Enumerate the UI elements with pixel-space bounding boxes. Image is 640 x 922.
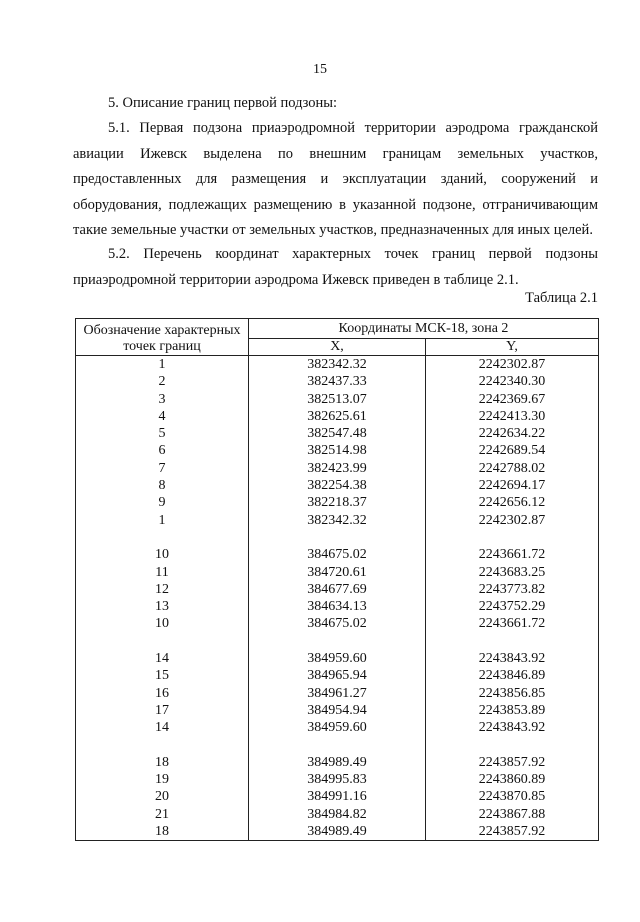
x-value-cell: 384675.02 [307,616,367,632]
x-value-cell: 382423.99 [307,460,367,476]
x-value-cell: 382437.33 [307,374,367,390]
point-id-cell: 13 [155,599,169,615]
y-value-cell: 2243752.29 [478,599,546,615]
x-column [249,356,426,841]
group-gap [76,633,248,650]
x-value-cell: 382513.07 [307,391,367,407]
y-value-cell: 2242694.17 [478,478,546,494]
point-designation-header: Обозначение характерных точек границ [76,319,249,356]
x-value-cell: 384995.83 [307,772,367,788]
x-value-cell: 384675.02 [307,547,367,563]
y-value-cell: 2243867.88 [478,806,546,822]
point-id-cell: 3 [158,391,166,407]
y-value-cell: 2242413.30 [478,408,546,424]
x-value-cell: 382514.98 [307,443,367,459]
point-id-cell: 11 [155,564,169,580]
point-id-cell: 15 [155,668,169,684]
x-value-cell: 382342.32 [307,357,367,372]
x-value-cell: 384989.49 [307,824,367,840]
y-value-cell: 2242634.22 [478,426,546,442]
table-caption: Таблица 2.1 [525,290,598,306]
point-id-cell: 8 [158,478,166,494]
point-id-cell: 19 [155,772,169,788]
x-column-header: X, [249,338,426,355]
point-id-cell: 6 [158,443,166,459]
y-value-cell: 2243870.85 [478,789,546,805]
group-gap [426,633,598,650]
x-value-cell: 384677.69 [307,581,367,597]
point-id-cell: 7 [158,460,166,476]
y-value-cell: 2242369.67 [478,391,546,407]
y-value-cell: 2243683.25 [478,564,546,580]
x-value-cell: 384634.13 [307,599,367,615]
y-value-cell: 2243843.92 [478,651,546,667]
y-value-cell: 2243843.92 [478,720,546,736]
group-gap [426,737,598,754]
group-gap [249,529,425,546]
paragraph-5-2 [73,242,598,293]
group-gap [76,737,248,754]
y-column-header: Y, [426,338,599,355]
point-id-cell: 20 [155,789,169,805]
x-value-cell: 384959.60 [307,720,367,736]
point-id-cell: 5 [158,426,166,442]
point-id-cell: 9 [158,495,166,511]
y-value-cell: 2243773.82 [478,581,546,597]
x-value-cell: 384720.61 [307,564,367,580]
coordinates-table [75,318,599,841]
y-value-cell: 2242302.87 [478,512,546,528]
points-column [76,356,249,841]
group-gap [249,737,425,754]
point-id-cell: 14 [155,720,169,736]
point-id-cell: 4 [158,408,166,424]
paragraph-5-2-text: 5.2. Перечень координат характерных точек границ первой подзоны приаэродромной территории аэродрома Ижевск приведен в таблице 2.1. [73,246,598,288]
y-value-cell: 2243661.72 [478,547,546,563]
x-value-cell: 384954.94 [307,702,367,718]
y-value-cell: 2242340.30 [478,374,546,390]
y-value-cell: 2243860.89 [478,772,546,788]
x-value-cell: 382625.61 [307,408,367,424]
x-value-cell: 382254.38 [307,478,367,494]
point-id-cell: 12 [155,581,169,597]
x-value-cell: 384961.27 [307,685,367,701]
point-id-cell: 10 [155,547,169,563]
point-id-cell: 10 [155,616,169,632]
page-number: 15 [313,62,327,77]
paragraph-5-1 [73,116,598,244]
y-value-cell: 2243856.85 [478,685,546,701]
group-gap [76,529,248,546]
x-value-cell: 382547.48 [307,426,367,442]
point-id-cell: 18 [155,824,169,840]
y-value-cell: 2243853.89 [478,702,546,718]
table-body-row [76,356,599,841]
x-value-cell: 382342.32 [307,512,367,528]
paragraph-5-1-text: 5.1. Первая подзона приаэродромной территории аэродрома гражданской авиации Ижевск выделена по внешним границам земельных участков, предоставленных для размещения и эксплуатации зданий, сооружений и оборудования, подлежащих размещению в указанной подзоне, отграничивающим такие земельные участки от земельных участков, предназначенных для иных целей. [73,120,598,238]
y-value-cell: 2243846.89 [478,668,546,684]
group-gap [249,633,425,650]
point-id-cell: 16 [155,685,169,701]
point-id-cell: 2 [158,374,166,390]
y-value-cell: 2242302.87 [478,357,546,372]
point-id-cell: 1 [158,357,166,372]
x-value-cell: 384991.16 [307,789,367,805]
y-value-cell: 2242656.12 [478,495,546,511]
y-column [426,356,599,841]
coordinates-header: Координаты МСК-18, зона 2 [249,319,599,339]
point-id-cell: 14 [155,651,169,667]
y-value-cell: 2242788.02 [478,460,546,476]
group-gap [426,529,598,546]
y-value-cell: 2243661.72 [478,616,546,632]
x-value-cell: 384989.49 [307,754,367,770]
section-heading: 5. Описание границ первой подзоны: [108,95,338,111]
y-value-cell: 2242689.54 [478,443,546,459]
point-id-cell: 17 [155,702,169,718]
y-value-cell: 2243857.92 [478,754,546,770]
point-id-cell: 18 [155,754,169,770]
x-value-cell: 382218.37 [307,495,367,511]
point-id-cell: 21 [155,806,169,822]
y-value-cell: 2243857.92 [478,824,546,840]
x-value-cell: 384984.82 [307,806,367,822]
x-value-cell: 384959.60 [307,651,367,667]
x-value-cell: 384965.94 [307,668,367,684]
point-id-cell: 1 [158,512,166,528]
